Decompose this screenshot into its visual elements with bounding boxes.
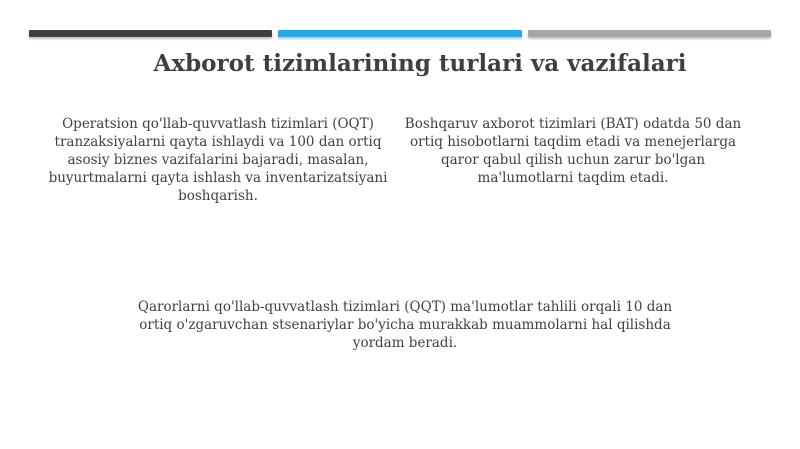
paragraph-bat: Boshqaruv axborot tizimlari (BAT) odatda 50 dan ortiq hisobotlarni taqdim etadi va menejerlarga qaror qabul qilish uchun zarur bo'lgan ma'lumotlarni taqdim etadi. [404, 116, 742, 186]
slide-title: Axborot tizimlarining turlari va vazifalari [153, 50, 687, 77]
accent-bar-left [29, 30, 272, 37]
accent-bar-middle [278, 30, 522, 37]
paragraph-oqt: Operatsion qo'llab-quvvatlash tizimlari (OQT) tranzaksiyalarni qayta ishlaydi va 100 dan ortiq asosiy biznes vazifalarini bajaradi, masalan, buyurtmalarni qayta ishlash va inventarizatsiyani boshqarish. [48, 116, 388, 204]
accent-bar-right [528, 30, 771, 37]
paragraph-qqt: Qarorlarni qo'llab-quvvatlash tizimlari (QQT) ma'lumotlar tahlili orqali 10 dan ortiq o'zgaruvchan stsenariylar bo'yicha murakkab muammolarni hal qilishda yordam beradi. [137, 299, 673, 351]
